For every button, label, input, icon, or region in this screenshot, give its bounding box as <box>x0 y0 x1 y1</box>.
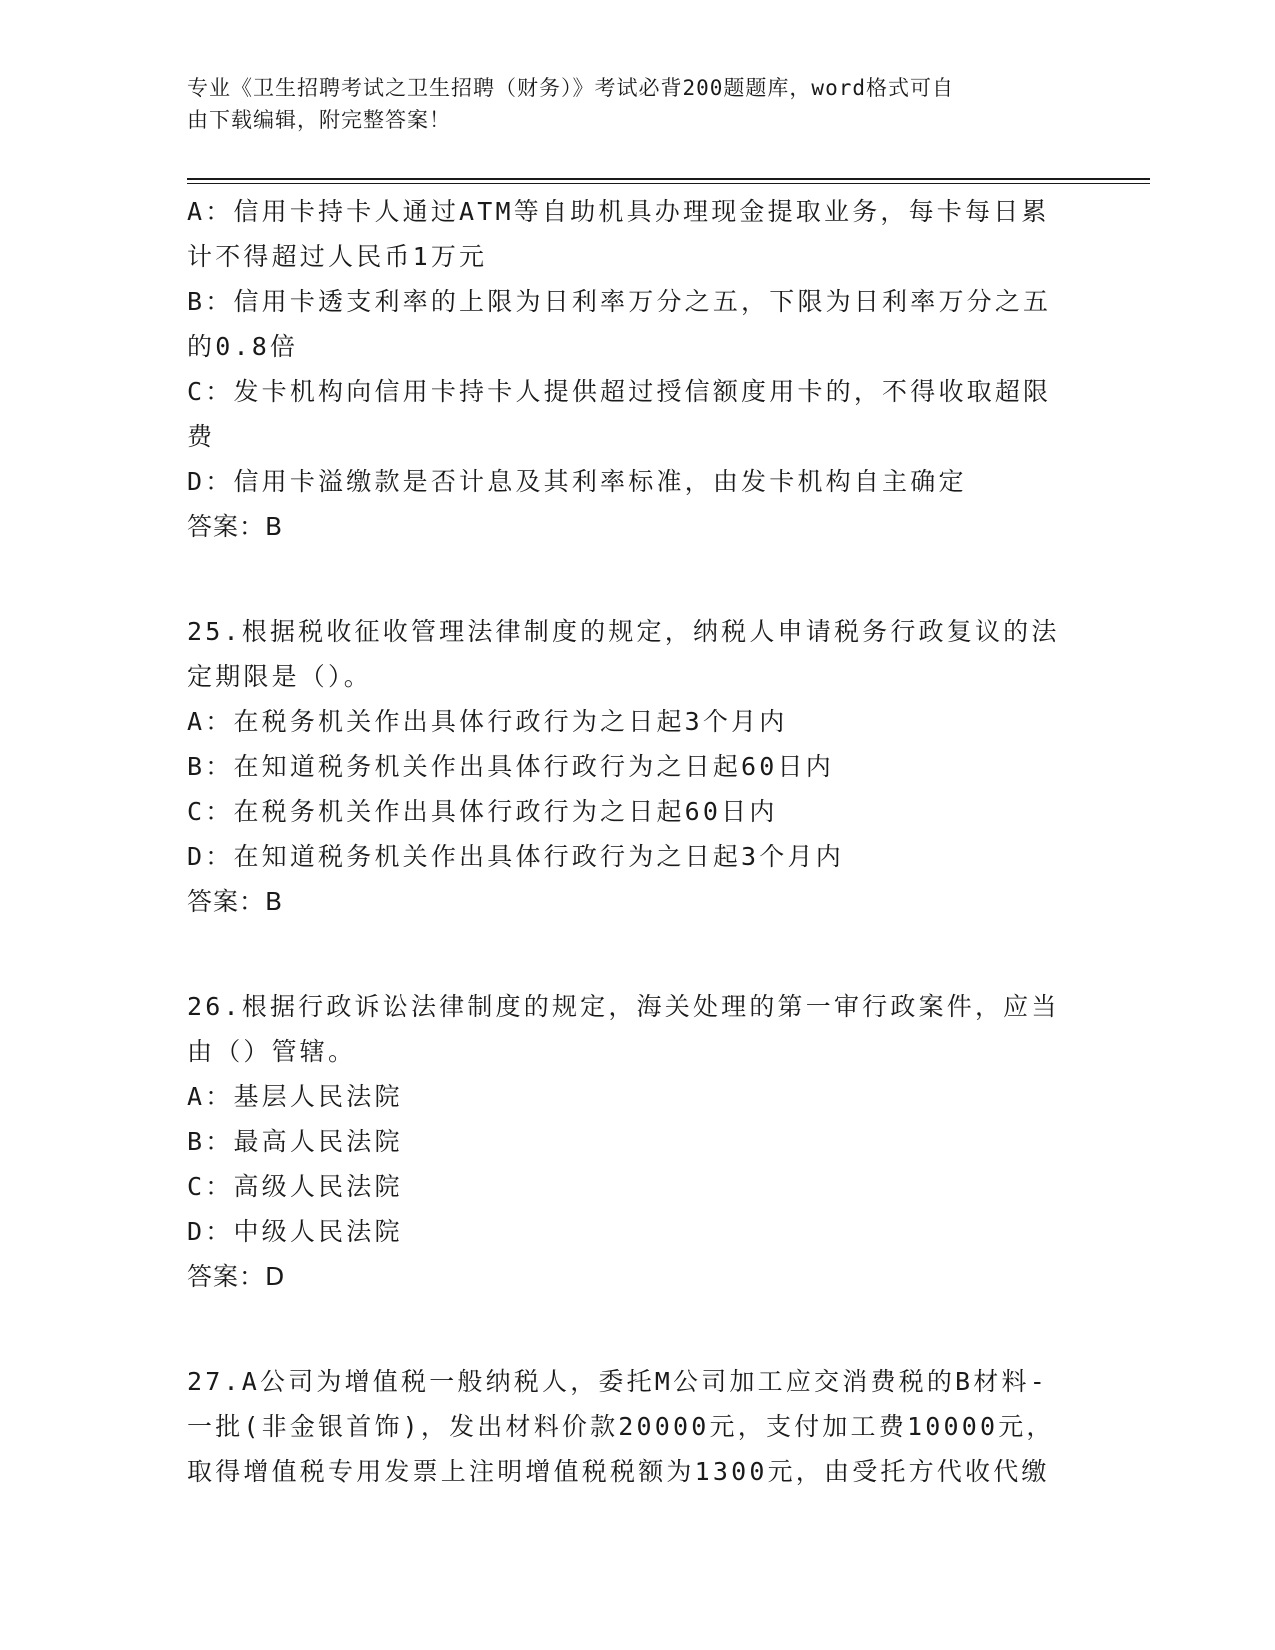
option-b-line-1: B：信用卡透支利率的上限为日利率万分之五，下限为日利率万分之五 <box>187 287 1052 316</box>
question-27 <box>187 1359 1087 1494</box>
header-rule-thin <box>187 183 1150 184</box>
option-a: A：在税务机关作出具体行政行为之日起3个月内 <box>187 707 788 736</box>
answer: 答案：D <box>187 1262 286 1291</box>
question-stem-line-3: 取得增值税专用发票上注明增值税税额为1300元，由受托方代收代缴 <box>187 1457 1050 1486</box>
question-stem-line-1: 25.根据税收征收管理法律制度的规定，纳税人申请税务行政复议的法 <box>187 617 1060 646</box>
header-line-2: 由下载编辑，附完整答案！ <box>187 108 451 132</box>
option-b: B：在知道税务机关作出具体行政行为之日起60日内 <box>187 752 834 781</box>
option-d: D：在知道税务机关作出具体行政行为之日起3个月内 <box>187 842 844 871</box>
question-stem-line-1: 26.根据行政诉讼法律制度的规定，海关处理的第一审行政案件，应当 <box>187 992 1060 1021</box>
header-rule-thick <box>187 178 1150 180</box>
question-25 <box>187 609 1087 924</box>
option-c: C：高级人民法院 <box>187 1172 403 1201</box>
answer: 答案：B <box>187 887 284 916</box>
option-a-line-1: A：信用卡持卡人通过ATM等自助机具办理现金提取业务，每卡每日累 <box>187 197 1050 226</box>
option-a: A：基层人民法院 <box>187 1082 403 1111</box>
option-a-line-2: 计不得超过人民币1万元 <box>187 242 488 271</box>
answer: 答案：B <box>187 512 284 541</box>
question-stem-line-2: 一批(非金银首饰)，发出材料价款20000元，支付加工费10000元， <box>187 1412 1055 1441</box>
question-26 <box>187 984 1087 1299</box>
option-c: C：在税务机关作出具体行政行为之日起60日内 <box>187 797 778 826</box>
document-body <box>187 189 1087 1494</box>
option-c-line-2: 费 <box>187 422 216 451</box>
document-header <box>187 72 1067 136</box>
option-b: B：最高人民法院 <box>187 1127 403 1156</box>
question-stem-line-2: 定期限是（）。 <box>187 662 372 691</box>
question-stem-line-2: 由（）管辖。 <box>187 1037 357 1066</box>
option-d: D：中级人民法院 <box>187 1217 403 1246</box>
option-b-line-2: 的0.8倍 <box>187 332 299 361</box>
question-24-options <box>187 189 1087 549</box>
option-c-line-1: C：发卡机构向信用卡持卡人提供超过授信额度用卡的，不得收取超限 <box>187 377 1052 406</box>
header-line-1: 专业《卫生招聘考试之卫生招聘（财务）》考试必背200题题库，word格式可自 <box>187 76 954 100</box>
option-d: D：信用卡溢缴款是否计息及其利率标准，由发卡机构自主确定 <box>187 467 967 496</box>
question-stem-line-1: 27.A公司为增值税一般纳税人，委托M公司加工应交消费税的B材料- <box>187 1367 1048 1396</box>
